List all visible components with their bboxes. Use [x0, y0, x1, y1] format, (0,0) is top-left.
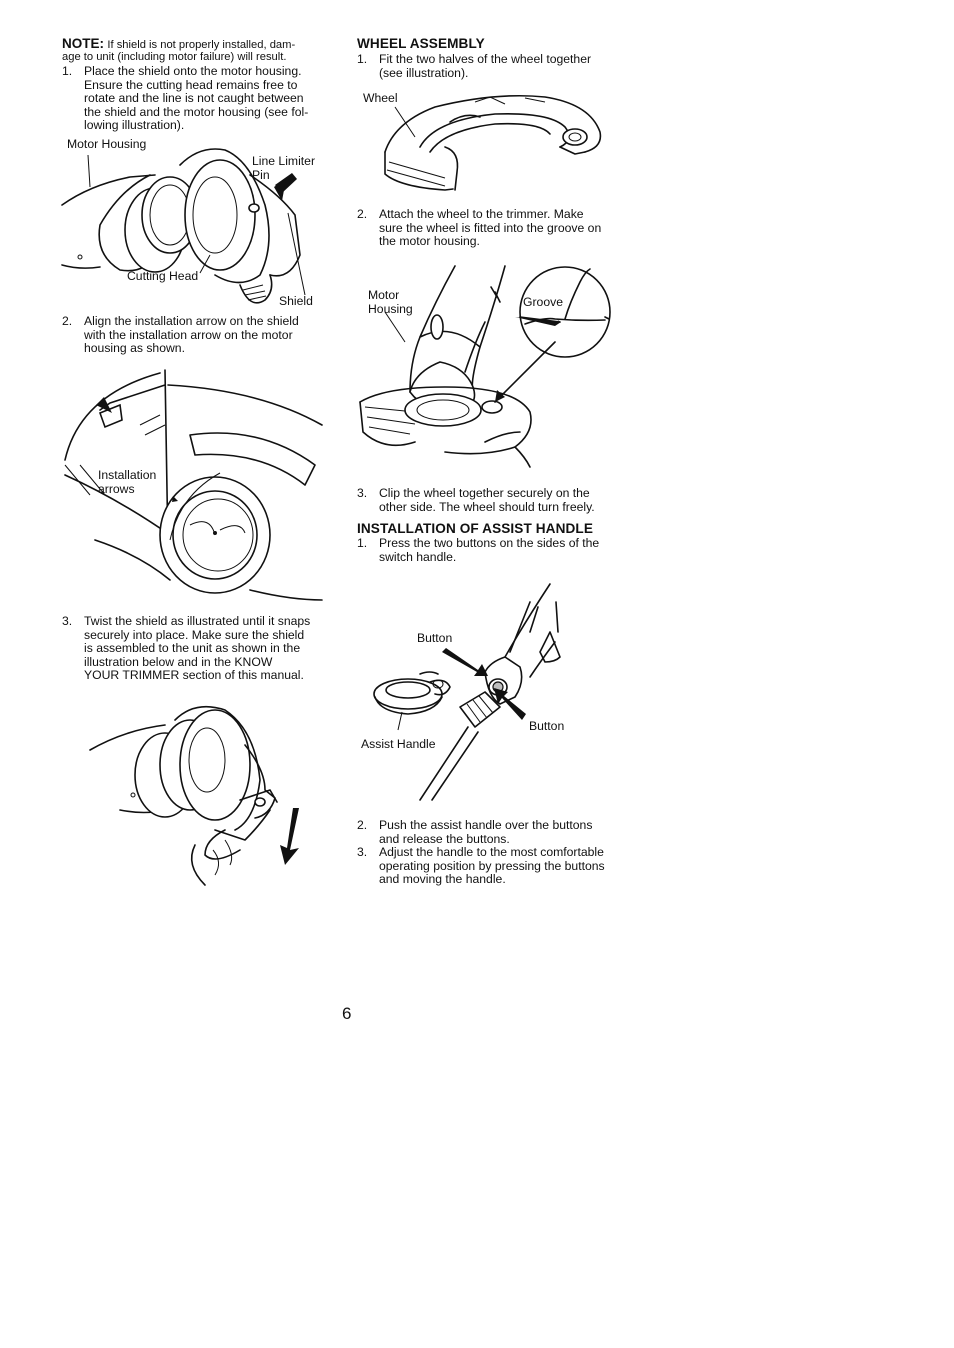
step-number: 2. — [62, 314, 73, 328]
assist-handle-illustration — [360, 582, 610, 800]
step-number: 3. — [357, 845, 368, 859]
step-line: and moving the handle. — [379, 872, 506, 887]
page-number: 6 — [342, 1004, 352, 1023]
step-line: and release the buttons. — [379, 831, 510, 846]
label-arrows: arrows — [98, 482, 135, 496]
assist-step-1 — [357, 537, 620, 565]
shield-step-1 — [62, 65, 326, 135]
wheel-step-3 — [357, 487, 620, 515]
step-line: Push the assist handle over the buttons — [379, 818, 593, 832]
label-motor-housing: Motor Housing — [67, 137, 147, 151]
step-line: (see illustration). — [379, 65, 469, 80]
step-number: 2. — [357, 207, 368, 221]
step-line: housing as shown. — [84, 341, 185, 356]
note-label: NOTE: — [62, 36, 104, 51]
step-line: is assembled to the unit as shown in the — [84, 641, 301, 656]
label-wheel: Wheel — [363, 91, 398, 105]
assist-step-3 — [357, 846, 620, 888]
wheel-step-2 — [357, 208, 620, 250]
figure-twist-shield — [85, 690, 315, 890]
step-line: lowing illustration). — [84, 118, 185, 133]
twist-shield-illustration — [85, 690, 315, 890]
step-line: illustration below and in the KNOW — [84, 654, 273, 669]
label-housing: Housing — [368, 302, 413, 316]
label-groove: Groove — [523, 295, 563, 309]
step-line: the motor housing. — [379, 234, 480, 249]
wheel-assembly-heading: WHEEL ASSEMBLY — [357, 36, 485, 51]
shield-step-2 — [62, 315, 326, 357]
label-cutting-head: Cutting Head — [127, 269, 199, 283]
assist-handle-heading: INSTALLATION OF ASSIST HANDLE — [357, 521, 593, 536]
step-line: Align the installation arrow on the shield — [84, 314, 299, 328]
note-text-line-2: age to unit (including motor failure) will result. — [62, 51, 287, 63]
step-line: Place the shield onto the motor housing. — [84, 64, 302, 78]
shield-step-3 — [62, 615, 326, 685]
step-number: 3. — [62, 614, 73, 628]
step-line: the shield and the motor housing (see fol- — [84, 104, 309, 119]
step-line: Fit the two halves of the wheel together — [379, 52, 592, 66]
step-number: 1. — [357, 52, 368, 66]
step-line: operating position by pressing the buttons — [379, 858, 605, 873]
wheel-step-1 — [357, 53, 620, 81]
label-line-limiter-1: Line Limiter — [252, 154, 315, 168]
wheel-illustration — [375, 92, 610, 197]
label-shield: Shield — [279, 294, 313, 308]
figure-assist-handle — [360, 582, 610, 800]
step-line: Adjust the handle to the most comfortable — [379, 845, 604, 859]
step-line: Attach the wheel to the trimmer. Make — [379, 207, 584, 221]
assist-step-2 — [357, 819, 620, 847]
label-assist-handle: Assist Handle — [361, 737, 436, 751]
figure-wheel — [375, 92, 610, 197]
label-installation: Installation — [98, 468, 157, 482]
step-number: 1. — [62, 64, 73, 78]
step-number: 2. — [357, 818, 368, 832]
label-line-limiter-2: Pin — [252, 168, 270, 182]
step-line: securely into place. Make sure the shield — [84, 627, 305, 642]
label-button-top: Button — [417, 631, 453, 645]
step-number: 1. — [357, 536, 368, 550]
note-text-line-1: If shield is not properly installed, dam- — [107, 39, 296, 51]
step-number: 3. — [357, 486, 368, 500]
step-line: Press the two buttons on the sides of the — [379, 536, 600, 550]
label-button-right: Button — [529, 719, 565, 733]
step-line: sure the wheel is fitted into the groove on — [379, 220, 602, 235]
step-line: other side. The wheel should turn freely. — [379, 499, 595, 514]
step-line: Clip the wheel together securely on the — [379, 486, 590, 500]
step-line: rotate and the line is not caught between — [84, 91, 304, 106]
step-line: Ensure the cutting head remains free to — [84, 77, 298, 92]
step-line: Twist the shield as illustrated until it snaps — [84, 614, 311, 628]
step-line: switch handle. — [379, 549, 457, 564]
step-line: YOUR TRIMMER section of this manual. — [84, 668, 304, 683]
step-line: with the installation arrow on the motor — [84, 327, 293, 342]
label-motor: Motor — [368, 288, 400, 302]
